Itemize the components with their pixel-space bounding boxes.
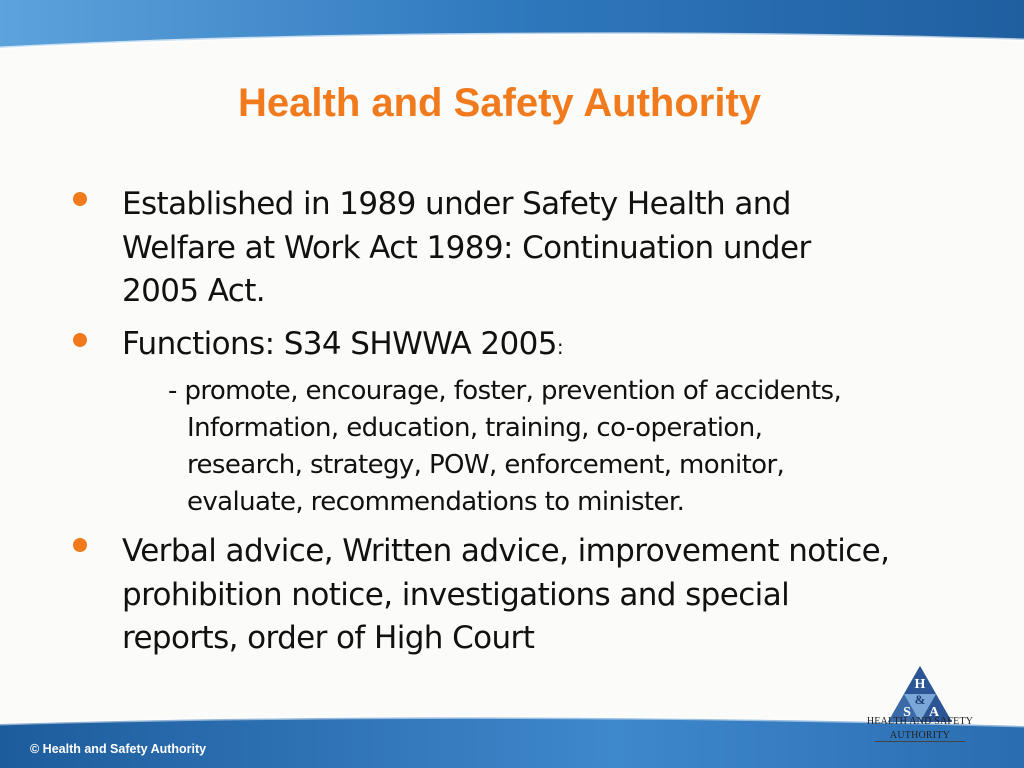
logo-text-line1: HEALTH AND SAFETY: [866, 716, 974, 727]
bullet-1-text: [122, 183, 811, 314]
bullet-3-line: Verbal advice, Written advice, improvement notice,: [122, 533, 890, 569]
sub-line: evaluate, recommendations to minister.: [187, 487, 685, 517]
footer-copyright: © Health and Safety Authority: [30, 742, 207, 756]
bullet-3-line: prohibition notice, investigations and special: [122, 576, 790, 613]
logo-letter-amp: &: [914, 692, 926, 707]
logo-letter-a: A: [928, 705, 940, 720]
hsa-logo: [858, 664, 982, 750]
sub-line: Information, education, training, co-operation,: [187, 413, 763, 443]
bullet-1-line: 2005 Act.: [122, 273, 266, 309]
bullet-1-line: Welfare at Work Act 1989: Continuation under: [122, 229, 811, 266]
bullet-marker: [73, 192, 87, 206]
sub-line: research, strategy, POW, enforcement, monitor,: [187, 450, 785, 480]
bullet-3-text: [122, 530, 889, 661]
logo-letter-h: H: [914, 677, 926, 692]
logo-text-line2: AUTHORITY: [875, 730, 965, 742]
bullet-marker: [73, 333, 87, 347]
bullet-2-colon: :: [556, 335, 563, 359]
bullet-2-text: [122, 323, 563, 370]
slide-title: Health and Safety Authority: [238, 81, 762, 125]
bullet-marker: [73, 538, 87, 552]
bullet-3-line: reports, order of High Court: [122, 620, 535, 656]
sub-line: - promote, encourage, foster, prevention of accidents,: [168, 376, 842, 406]
bullet-1-line: Established in 1989 under Safety Health and: [122, 186, 791, 222]
bullet-2-subtext: [168, 373, 841, 521]
bullet-2-line: Functions: S34 SHWWA 2005: [122, 326, 557, 362]
logo-letter-s: S: [903, 705, 911, 720]
